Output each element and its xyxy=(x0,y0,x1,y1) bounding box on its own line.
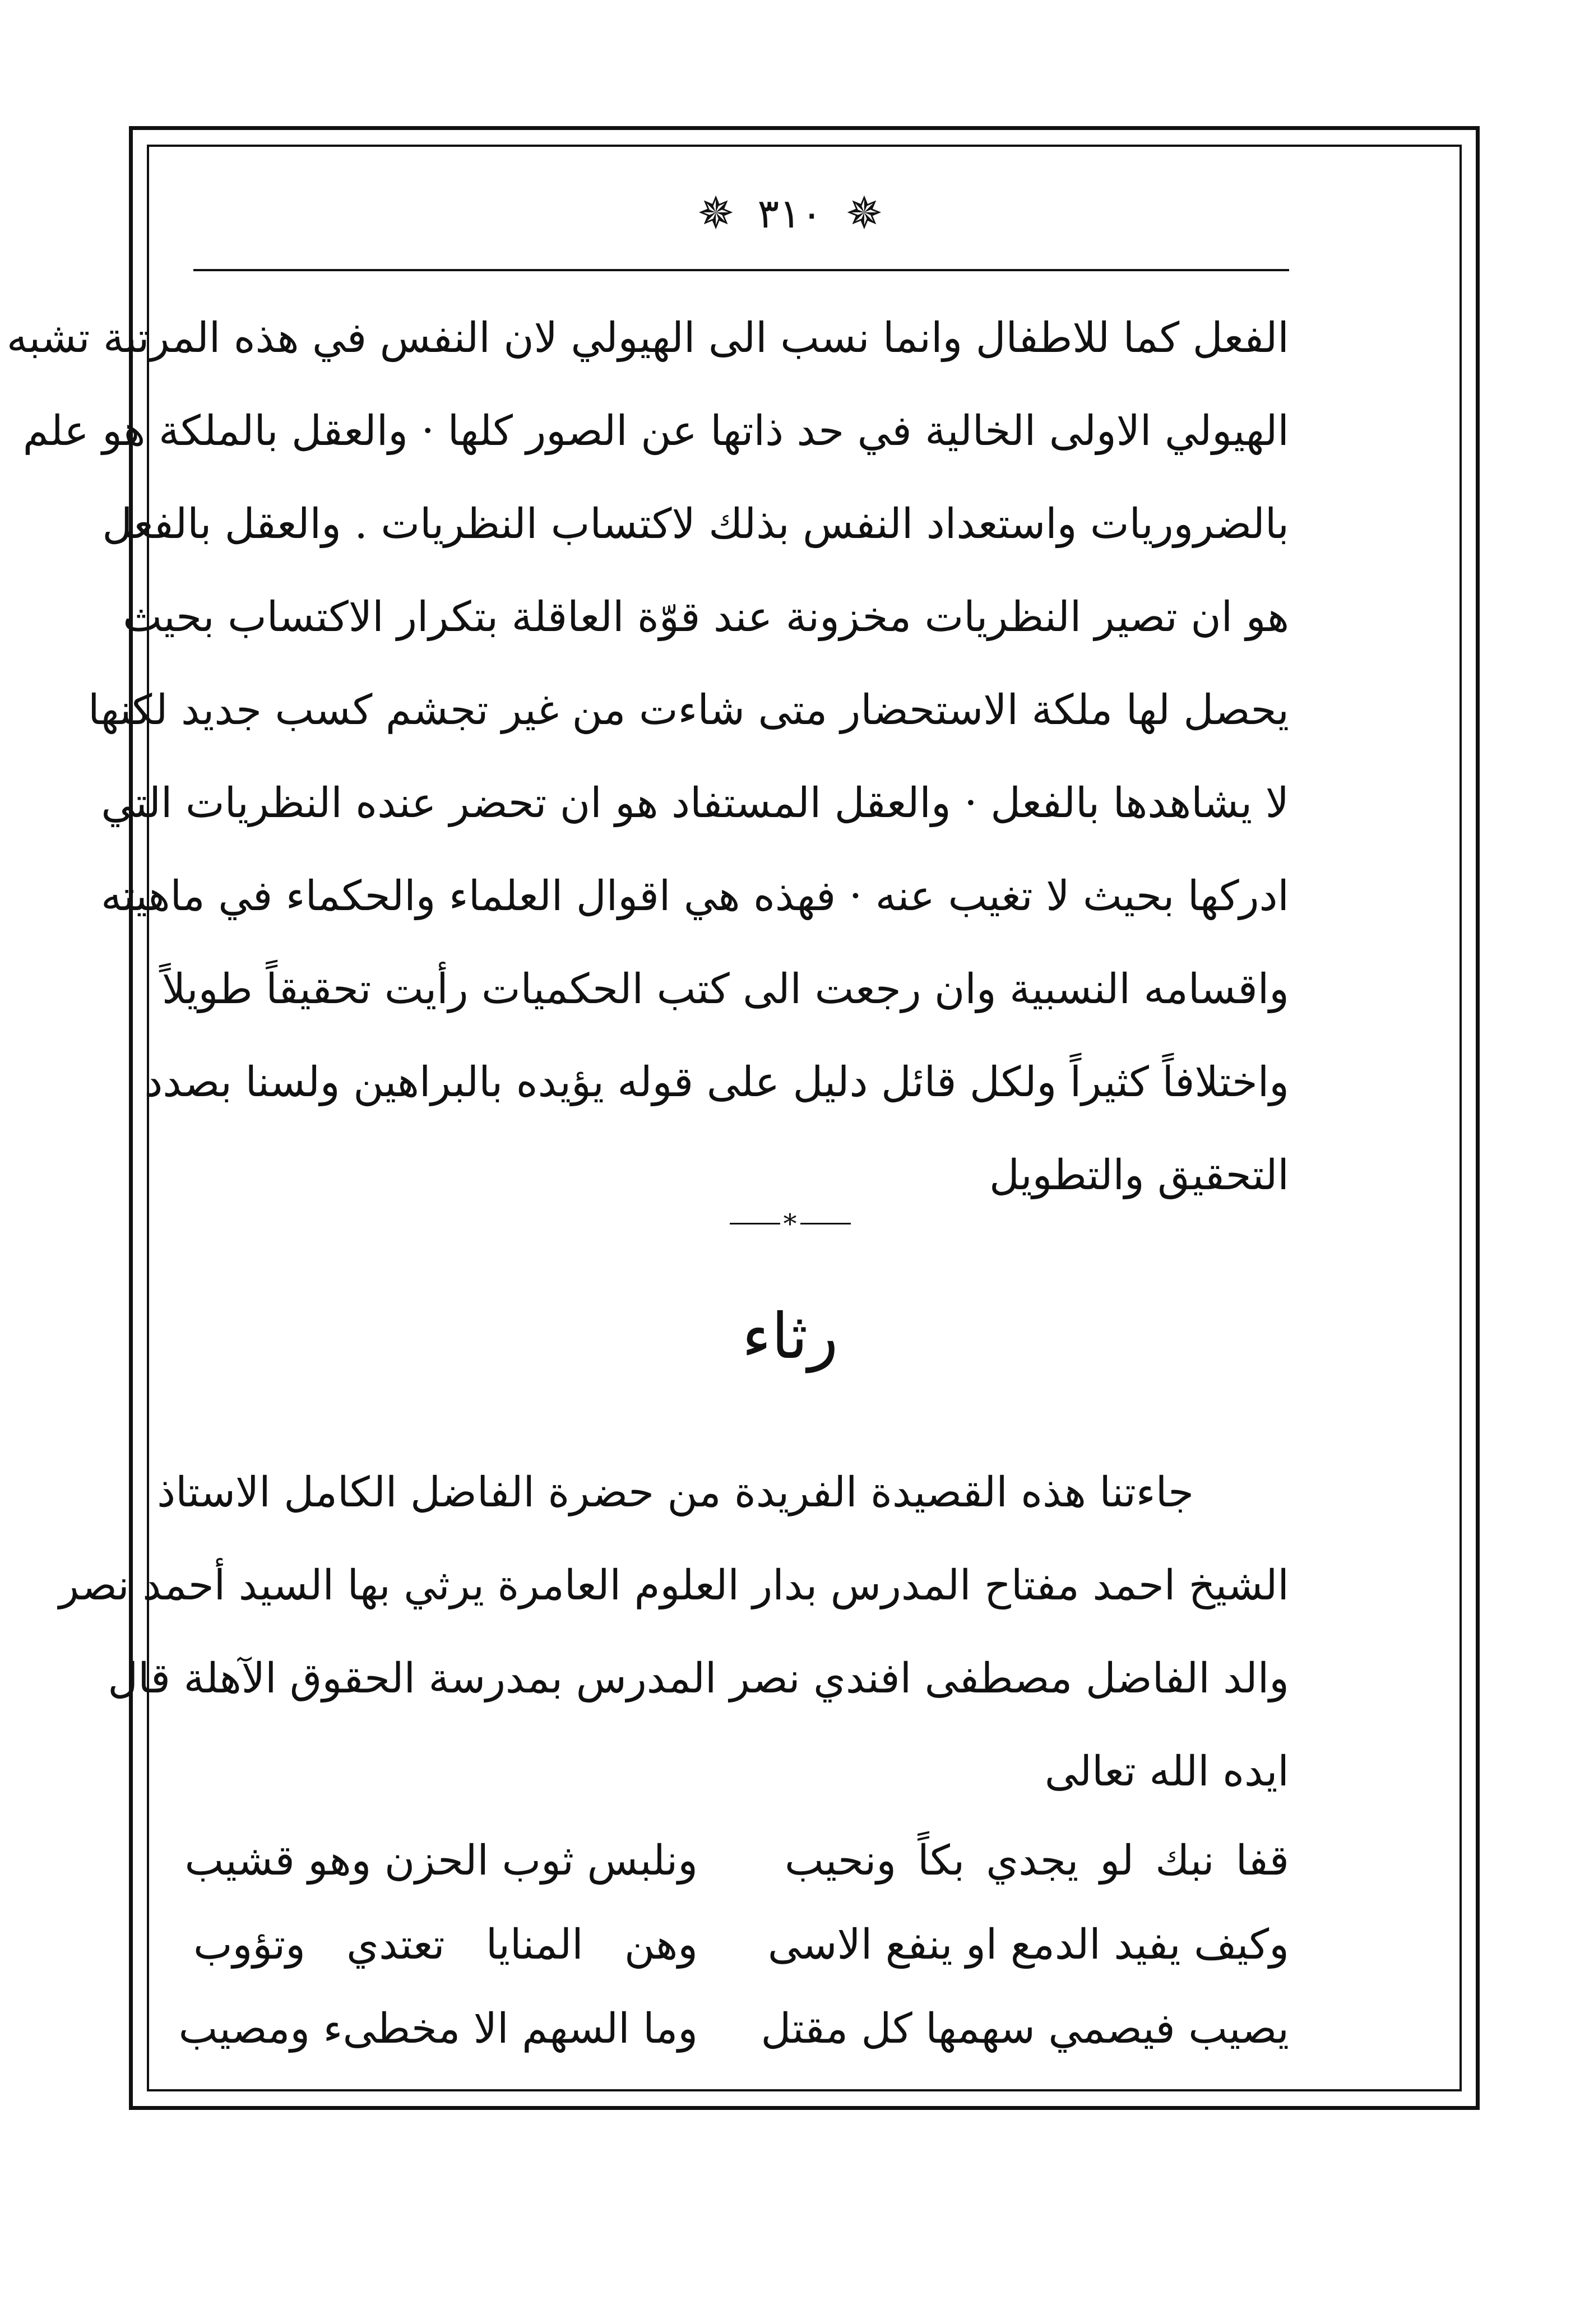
poem-verse xyxy=(184,1819,1289,1903)
verse-first-hemistich: وكيف يفيد الدمع او ينفع الاسى xyxy=(767,1921,1289,1969)
paragraph-intellect xyxy=(6,291,1289,1222)
text-line: ايده الله تعالى xyxy=(1044,1747,1289,1796)
paragraph-introduction xyxy=(59,1446,1289,1818)
verse-second-hemistich: وهن المنايا تعتدي وتؤوب xyxy=(193,1921,698,1969)
ornament-right-icon: ✵ xyxy=(845,187,883,239)
text-line: ادركها بحيث لا تغيب عنه · فهذه هي اقوال العلماء والحكماء في ماهيته xyxy=(101,872,1289,920)
header-rule xyxy=(193,269,1289,271)
section-title: رثاء xyxy=(742,1300,838,1373)
text-line: التحقيق والتطويل xyxy=(989,1151,1289,1199)
text-line: هو ان تصير النظريات مخزونة عند قوّة العاقلة بتكرار الاكتساب بحيث xyxy=(123,593,1289,641)
separator-dash xyxy=(800,1223,851,1224)
poem-verse xyxy=(178,1987,1289,2071)
poem-verse xyxy=(193,1903,1289,1987)
verse-second-hemistich: ونلبس ثوب الحزن وهو قشيب xyxy=(184,1836,698,1885)
page-header xyxy=(0,185,1580,239)
text-line: والد الفاضل مصطفى افندي نصر المدرس بمدرسة الحقوق الآهلة قال xyxy=(108,1654,1289,1703)
text-line: الفعل كما للاطفال وانما نسب الى الهيولي لان النفس في هذه المرتبة تشبه xyxy=(6,314,1289,362)
text-line: جاءتنا هذه القصيدة الفريدة من حضرة الفاضل الكامل الاستاذ xyxy=(157,1468,1194,1516)
page-number: ٣١٠ xyxy=(757,190,823,237)
text-line: يحصل لها ملكة الاستحضار متى شاءت من غير تجشم كسب جديد لكنها xyxy=(88,686,1289,734)
separator-star-icon: * xyxy=(783,1208,797,1240)
text-line: الهيولي الاولى الخالية في حد ذاتها عن الصور كلها · والعقل بالملكة هو علم xyxy=(22,407,1289,455)
ornament-left-icon: ✵ xyxy=(697,187,735,239)
verse-first-hemistich: قفا نبك لو يجدي بكاً ونحيب xyxy=(785,1836,1289,1885)
text-line: الشيخ احمد مفتاح المدرس بدار العلوم العامرة يرثي بها السيد أحمد نصر xyxy=(59,1561,1289,1609)
section-separator xyxy=(0,1205,1580,1241)
text-line: واختلافاً كثيراً ولكل قائل دليل على قوله يؤيده بالبراهين ولسنا بصدد xyxy=(144,1058,1289,1106)
text-line: لا يشاهدها بالفعل · والعقل المستفاد هو ان تحضر عنده النظريات التي xyxy=(101,779,1289,827)
text-line: واقسامه النسبية وان رجعت الى كتب الحكميات رأيت تحقيقاً طويلاً xyxy=(161,965,1289,1013)
poem xyxy=(178,1819,1289,2071)
verse-first-hemistich: يصيب فيصمي سهمها كل مقتل xyxy=(761,2005,1289,2053)
text-line: بالضروريات واستعداد النفس بذلك لاكتساب النظريات . والعقل بالفعل xyxy=(102,500,1289,548)
verse-second-hemistich: وما السهم الا مخطىء ومصيب xyxy=(178,2005,698,2053)
separator-dash xyxy=(730,1223,780,1224)
